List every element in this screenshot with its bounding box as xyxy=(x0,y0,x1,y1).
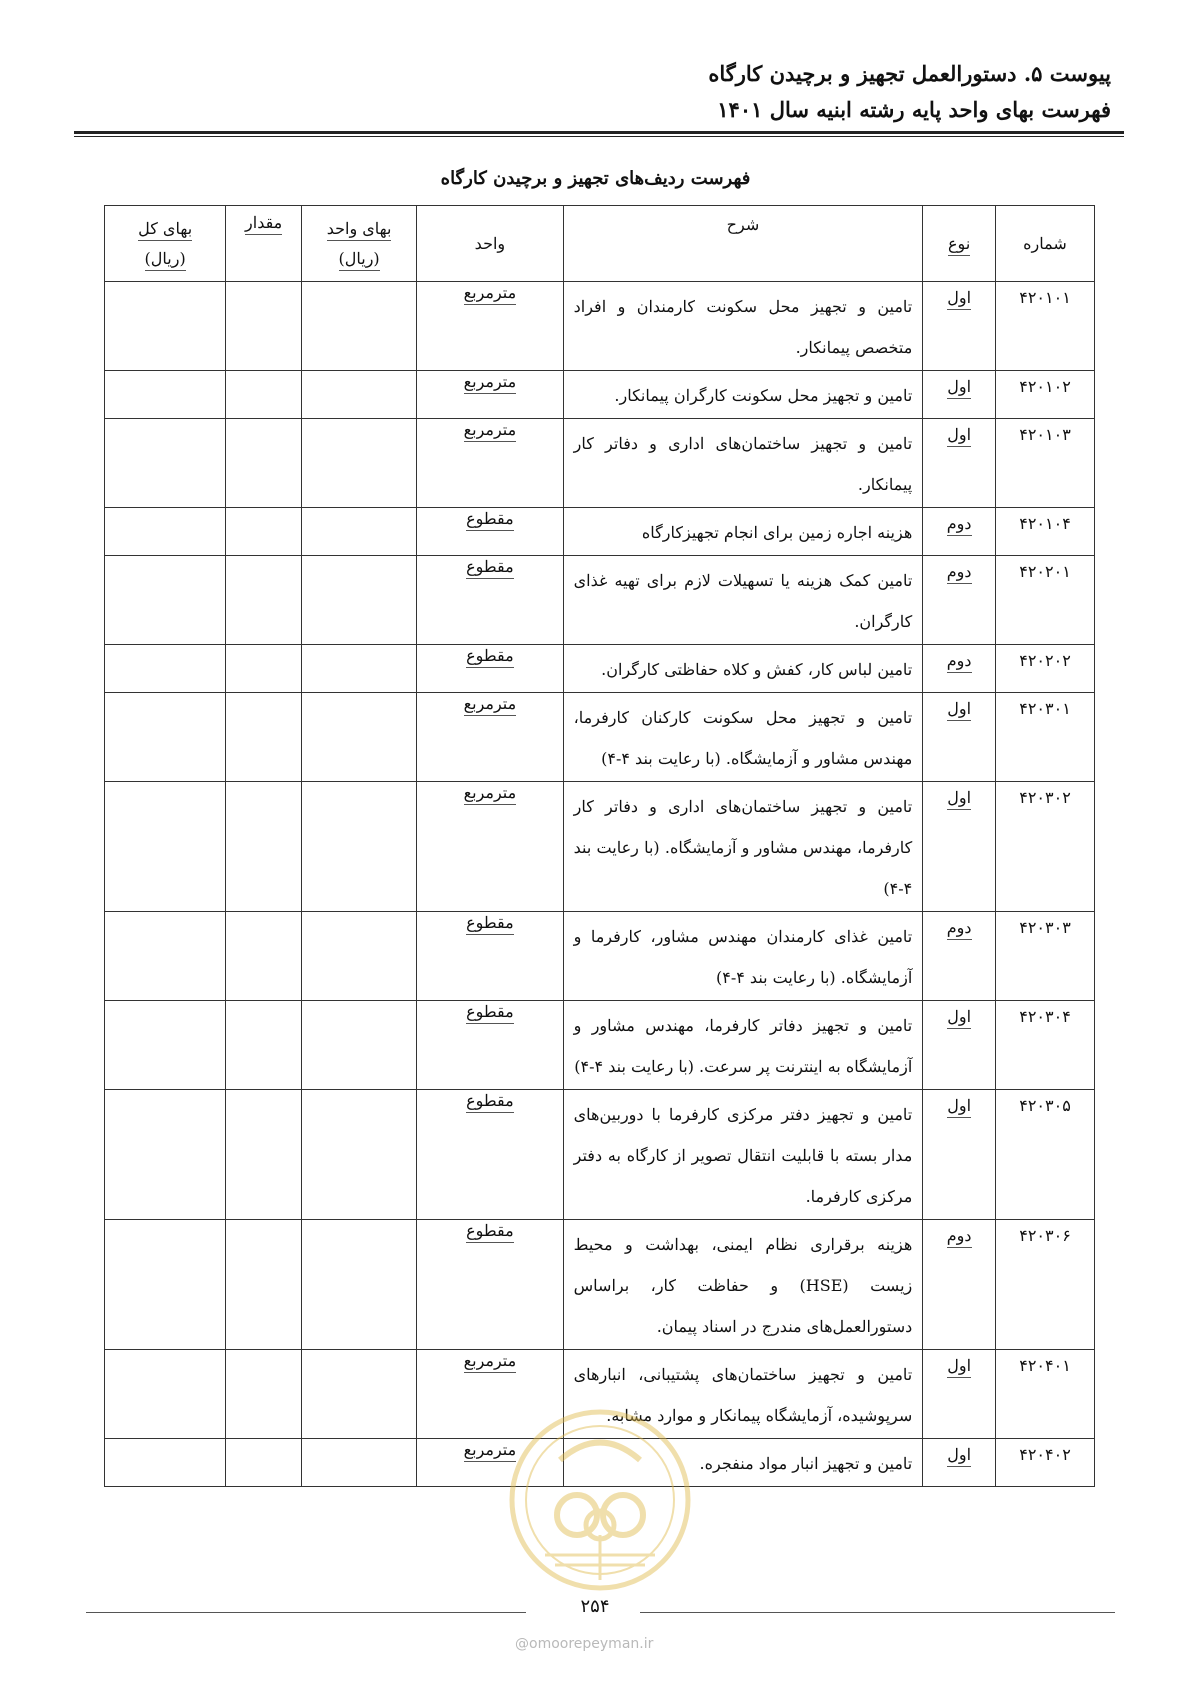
table-row xyxy=(105,556,1095,645)
row-description-text: تامین و تجهیز ساختمان‌های اداری و دفاتر کار پیمانکار. xyxy=(573,434,913,494)
row-quantity xyxy=(226,371,302,419)
row-number-text: ۴۲۰۴۰۱ xyxy=(1019,1356,1071,1375)
row-type-text: اول xyxy=(947,1445,971,1467)
watermark-url: @omoorepeyman.ir xyxy=(515,1636,654,1652)
header-pricelist-title: فهرست بهای واحد پایه رشته ابنیه سال ۱۴۰۱ xyxy=(717,97,1111,122)
row-number-text: ۴۲۰۳۰۳ xyxy=(1019,918,1071,937)
row-type xyxy=(923,1220,996,1350)
row-type-text: اول xyxy=(947,699,971,721)
row-type xyxy=(923,1001,996,1090)
row-number-text: ۴۲۰۳۰۱ xyxy=(1019,699,1071,718)
row-total-price xyxy=(105,419,226,508)
table-title: فهرست ردیف‌های تجهیز و برچیدن کارگاه xyxy=(440,168,751,189)
row-quantity xyxy=(226,912,302,1001)
row-type xyxy=(923,1090,996,1220)
row-description xyxy=(563,645,923,693)
row-quantity xyxy=(226,1350,302,1439)
row-quantity xyxy=(226,693,302,782)
row-description-text: هزینه برقراری نظام ایمنی، بهداشت و محیط زیست (HSE) و حفاظت کار، براساس دستورالعمل‌های مندرج در اسناد پیمان. xyxy=(573,1235,913,1336)
row-type-text: اول xyxy=(947,1356,971,1378)
row-type xyxy=(923,1439,996,1487)
row-unit-price xyxy=(302,556,417,645)
table-row xyxy=(105,282,1095,371)
row-total-price xyxy=(105,912,226,1001)
row-unit-price xyxy=(302,1220,417,1350)
row-number-text: ۴۲۰۳۰۲ xyxy=(1019,788,1071,807)
row-unit-text: مقطوع xyxy=(466,646,514,668)
table-row xyxy=(105,371,1095,419)
row-unit-price xyxy=(302,1001,417,1090)
row-description-text: تامین لباس کار، کفش و کلاه حفاظتی کارگران. xyxy=(601,660,913,679)
row-number xyxy=(996,419,1095,508)
row-number xyxy=(996,693,1095,782)
row-unit xyxy=(417,419,563,508)
row-number xyxy=(996,1220,1095,1350)
row-number xyxy=(996,1350,1095,1439)
row-total-price xyxy=(105,371,226,419)
row-type-text: دوم xyxy=(947,514,972,536)
row-total-price xyxy=(105,1220,226,1350)
row-total-price xyxy=(105,693,226,782)
row-number xyxy=(996,1090,1095,1220)
row-description-text: تامین و تجهیز ساختمان‌های پشتیبانی، انبارهای سرپوشیده، آزمایشگاه پیمانکار و موارد مشابه. xyxy=(573,1365,913,1425)
row-description-text: تامین و تجهیز محل سکونت کارمندان و افراد متخصص پیمانکار. xyxy=(573,297,913,357)
row-unit-price xyxy=(302,1350,417,1439)
row-unit-text: مقطوع xyxy=(466,1002,514,1024)
table-row xyxy=(105,1220,1095,1350)
header-rule-thick xyxy=(74,131,1124,134)
row-type xyxy=(923,645,996,693)
row-unit-text: مترمربع xyxy=(464,420,517,442)
row-description xyxy=(563,693,923,782)
table-row xyxy=(105,693,1095,782)
row-unit xyxy=(417,782,563,912)
row-number-text: ۴۲۰۱۰۴ xyxy=(1019,514,1071,533)
row-number-text: ۴۲۰۱۰۳ xyxy=(1019,425,1071,444)
row-type xyxy=(923,556,996,645)
row-description-text: تامین و تجهیز دفتر مرکزی کارفرما با دوربین‌های مدار بسته با قابلیت انتقال تصویر از کارگاه به دفتر مرکزی کارفرما. xyxy=(573,1105,913,1206)
row-quantity xyxy=(226,782,302,912)
row-quantity xyxy=(226,419,302,508)
row-type xyxy=(923,419,996,508)
row-number xyxy=(996,508,1095,556)
row-description xyxy=(563,419,923,508)
table-row xyxy=(105,508,1095,556)
row-unit-price xyxy=(302,782,417,912)
row-number xyxy=(996,1001,1095,1090)
row-description xyxy=(563,371,923,419)
col-unit-price-header: بهای واحد (ریال) xyxy=(302,206,417,282)
row-unit-text: مقطوع xyxy=(466,1091,514,1113)
header-rule-thin xyxy=(74,136,1124,137)
row-description xyxy=(563,782,923,912)
row-number-text: ۴۲۰۳۰۶ xyxy=(1019,1226,1071,1245)
row-description xyxy=(563,508,923,556)
row-total-price xyxy=(105,1090,226,1220)
row-unit xyxy=(417,693,563,782)
footer-rule-left xyxy=(86,1612,526,1613)
row-number xyxy=(996,912,1095,1001)
table-row xyxy=(105,1090,1095,1220)
row-unit-text: مترمربع xyxy=(464,694,517,716)
row-type-text: اول xyxy=(947,1007,971,1029)
row-quantity xyxy=(226,1001,302,1090)
col-quantity-header: مقدار xyxy=(226,206,302,282)
row-number-text: ۴۲۰۴۰۲ xyxy=(1019,1445,1071,1464)
row-number-text: ۴۲۰۲۰۱ xyxy=(1019,562,1071,581)
row-total-price xyxy=(105,645,226,693)
row-unit xyxy=(417,1001,563,1090)
row-type-text: اول xyxy=(947,1096,971,1118)
row-type xyxy=(923,693,996,782)
col-total-price-header: بهای کل (ریال) xyxy=(105,206,226,282)
row-type-text: اول xyxy=(947,377,971,399)
col-number-header: شماره xyxy=(996,206,1095,282)
row-unit xyxy=(417,1090,563,1220)
row-unit-text: مترمربع xyxy=(464,783,517,805)
row-description xyxy=(563,912,923,1001)
table-row xyxy=(105,1001,1095,1090)
row-description xyxy=(563,282,923,371)
row-type-text: دوم xyxy=(947,562,972,584)
row-unit-price xyxy=(302,508,417,556)
row-unit-price xyxy=(302,1090,417,1220)
row-description-text: تامین و تجهیز ساختمان‌های اداری و دفاتر کار کارفرما، مهندس مشاور و آزمایشگاه. (با رعایت بند ۴-۴) xyxy=(573,797,913,898)
row-number-text: ۴۲۰۳۰۴ xyxy=(1019,1007,1071,1026)
row-total-price xyxy=(105,282,226,371)
row-type xyxy=(923,782,996,912)
table-row xyxy=(105,782,1095,912)
row-quantity xyxy=(226,556,302,645)
row-description-text: تامین و تجهیز محل سکونت کارگران پیمانکار. xyxy=(614,386,913,405)
row-total-price xyxy=(105,1350,226,1439)
table-header-row xyxy=(105,206,1095,282)
row-unit xyxy=(417,556,563,645)
col-type-header: نوع xyxy=(923,206,996,282)
row-type-text: اول xyxy=(947,788,971,810)
row-description xyxy=(563,1220,923,1350)
row-number-text: ۴۲۰۳۰۵ xyxy=(1019,1096,1071,1115)
row-unit xyxy=(417,508,563,556)
row-number xyxy=(996,556,1095,645)
row-type-text: اول xyxy=(947,288,971,310)
row-number xyxy=(996,282,1095,371)
footer-rule-right xyxy=(640,1612,1115,1613)
row-type xyxy=(923,371,996,419)
row-quantity xyxy=(226,282,302,371)
row-type xyxy=(923,282,996,371)
row-unit-price xyxy=(302,1439,417,1487)
page-header xyxy=(71,56,1111,128)
row-type xyxy=(923,912,996,1001)
row-unit-price xyxy=(302,282,417,371)
table-row xyxy=(105,645,1095,693)
row-quantity xyxy=(226,508,302,556)
row-description-text: تامین و تجهیز دفاتر کارفرما، مهندس مشاور و آزمایشگاه به اینترنت پر سرعت. (با رعایت بند ۴-۴) xyxy=(573,1016,913,1076)
row-unit-text: مترمربع xyxy=(464,1351,517,1373)
row-unit-price xyxy=(302,645,417,693)
row-unit-price xyxy=(302,419,417,508)
row-type xyxy=(923,1350,996,1439)
row-unit-text: مقطوع xyxy=(466,509,514,531)
row-number xyxy=(996,371,1095,419)
row-number xyxy=(996,645,1095,693)
row-unit-price xyxy=(302,912,417,1001)
row-number-text: ۴۲۰۲۰۲ xyxy=(1019,651,1071,670)
row-number xyxy=(996,782,1095,912)
row-number-text: ۴۲۰۱۰۱ xyxy=(1019,288,1071,307)
header-appendix-title: پیوست ۵. دستورالعمل تجهیز و برچیدن کارگاه xyxy=(708,61,1111,86)
row-number xyxy=(996,1439,1095,1487)
table-row xyxy=(105,419,1095,508)
col-unit-header: واحد xyxy=(417,206,563,282)
row-description-text: تامین و تجهیز محل سکونت کارکنان کارفرما، مهندس مشاور و آزمایشگاه. (با رعایت بند ۴-۴) xyxy=(573,708,913,768)
row-unit-price xyxy=(302,693,417,782)
row-type-text: دوم xyxy=(947,651,972,673)
col-description-header: شرح xyxy=(563,206,923,282)
row-type-text: اول xyxy=(947,425,971,447)
row-number-text: ۴۲۰۱۰۲ xyxy=(1019,377,1071,396)
row-unit-text: مقطوع xyxy=(466,1221,514,1243)
row-total-price xyxy=(105,508,226,556)
row-unit-text: مترمربع xyxy=(464,1440,517,1462)
row-description xyxy=(563,1090,923,1220)
row-type-text: دوم xyxy=(947,1226,972,1248)
row-unit xyxy=(417,282,563,371)
page-number: ۲۵۴ xyxy=(580,1596,610,1617)
row-unit-text: مقطوع xyxy=(466,557,514,579)
row-quantity xyxy=(226,1090,302,1220)
row-total-price xyxy=(105,782,226,912)
row-unit-price xyxy=(302,371,417,419)
publisher-seal-watermark xyxy=(505,1405,695,1595)
row-quantity xyxy=(226,645,302,693)
price-table xyxy=(104,205,1095,1487)
row-total-price xyxy=(105,556,226,645)
row-total-price xyxy=(105,1001,226,1090)
row-unit-text: مترمربع xyxy=(464,372,517,394)
row-description-text: تامین غذای کارمندان مهندس مشاور، کارفرما و آزمایشگاه. (با رعایت بند ۴-۴) xyxy=(573,927,913,987)
row-description-text: تامین و تجهیز انبار مواد منفجره. xyxy=(699,1454,913,1473)
row-type xyxy=(923,508,996,556)
row-unit-text: مترمربع xyxy=(464,283,517,305)
row-unit xyxy=(417,912,563,1001)
row-quantity xyxy=(226,1220,302,1350)
row-type-text: دوم xyxy=(947,918,972,940)
row-unit xyxy=(417,1220,563,1350)
row-quantity xyxy=(226,1439,302,1487)
table-row xyxy=(105,912,1095,1001)
row-unit xyxy=(417,371,563,419)
row-unit-text: مقطوع xyxy=(466,913,514,935)
row-description xyxy=(563,556,923,645)
row-description xyxy=(563,1001,923,1090)
row-unit xyxy=(417,645,563,693)
row-total-price xyxy=(105,1439,226,1487)
row-description-text: هزینه اجاره زمین برای انجام تجهیزکارگاه xyxy=(641,523,913,542)
row-description-text: تامین کمک هزینه یا تسهیلات لازم برای تهیه غذای کارگران. xyxy=(573,571,913,631)
